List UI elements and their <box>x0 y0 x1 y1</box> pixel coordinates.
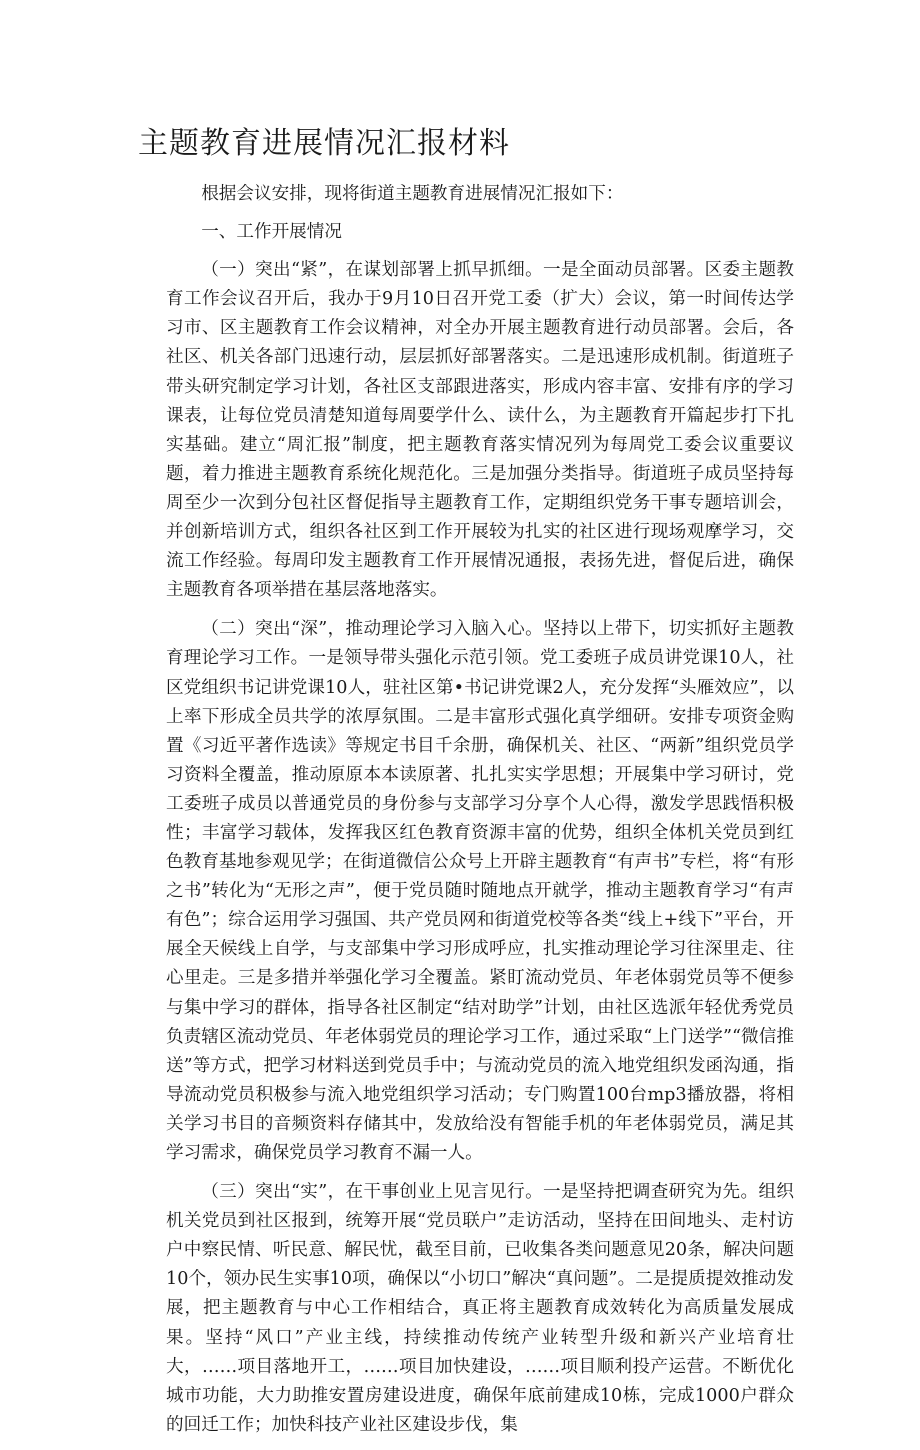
section-1-paragraph: （一）突出“紧”，在谋划部署上抓早抓细。一是全面动员部署。区委主题教育工作会议召开后，我办于9月10日召开党工委（扩大）会议，第一时间传达学习市、区主题教育工作会议精神，对全办开展主题教育进行动员部署。会后，各社区、机关各部门迅速行动，层层抓好部署落实。二是迅速形成机制。街道班子带头研究制定学习计划，各社区支部跟进落实，形成内容丰富、安排有序的学习课表，让每位党员清楚知道每周要学什么、读什么，为主题教育开篇起步打下扎实基础。建立“周汇报”制度，把主题教育落实情况列为每周党工委会议重要议题，着力推进主题教育系统化规范化。三是加强分类指导。街道班子成员坚持每周至少一次到分包社区督促指导主题教育工作，定期组织党务干事专题培训会，并创新培训方式，组织各社区到工作开展较为扎实的社区进行现场观摩学习，交流工作经验。每周印发主题教育工作开展情况通报，表扬先进，督促后进，确保主题教育各项举措在基层落地落实。 <box>166 260 794 601</box>
section-heading: 一、工作开展情况 <box>201 222 342 243</box>
section-2-paragraph: （二）突出“深”，推动理论学习入脑入心。坚持以上带下，切实抓好主题教育理论学习工作。一是领导带头强化示范引领。党工委班子成员讲党课10人，社区党组织书记讲党课10人，驻社区第•书记讲党课2人，充分发挥“头雁效应”，以上率下形成全员共学的浓厚氛围。二是丰富形式强化真学细研。安排专项资金购置《习近平著作选读》等规定书目千余册，确保机关、社区、“两新”组织党员学习资料全覆盖，推动原原本本读原著、扎扎实实学思想；开展集中学习研讨，党工委班子成员以普通党员的身份参与支部学习分享个人心得，激发学思践悟积极性；丰富学习载体，发挥我区红色教育资源丰富的优势，组织全体机关党员到红色教育基地参观见学；在街道微信公众号上开辟主题教育“有声书”专栏，将“有形之书”转化为“无形之声”，便于党员随时随地点开就学，推动主题教育学习“有声有色”；综合运用学习强国、共产党员网和街道党校等各类“线上+线下”平台，开展全天候线上自学，与支部集中学习形成呼应，扎实推动理论学习往深里走、往心里走。三是多措并举强化学习全覆盖。紧盯流动党员、年老体弱党员等不便参与集中学习的群体，指导各社区制定“结对助学”计划，由社区选派年轻优秀党员负责辖区流动党员、年老体弱党员的理论学习工作，通过采取“上门送学”“微信推送”等方式，把学习材料送到党员手中；与流动党员的流入地党组织发函沟通，指导流动党员积极参与流入地党组织学习活动；专门购置100台mp3播放器，将相关学习书目的音频资料存储其中，发放给没有智能手机的年老体弱党员，满足其学习需求，确保党员学习教育不漏一人。 <box>166 619 794 1163</box>
document-body <box>166 180 794 1450</box>
document-title: 主题教育进展情况汇报材料 <box>138 126 510 161</box>
intro-paragraph: 根据会议安排，现将街道主题教育进展情况汇报如下： <box>201 184 624 204</box>
section-3-paragraph: （三）突出“实”，在干事创业上见言见行。一是坚持把调查研究为先。组织机关党员到社区报到，统筹开展“党员联户”走访活动，坚持在田间地头、走村访户中察民情、听民意、解民忧，截至目前，已收集各类问题意见20条，解决问题10个，领办民生实事10项，确保以“小切口”解决“真问题”。二是提质提效推动发展，把主题教育与中心工作相结合，真正将主题教育成效转化为高质量发展成果。坚持“风口”产业主线，持续推动传统产业转型升级和新兴产业培育壮大，……项目落地开工，……项目加快建设，……项目顺利投产运营。不断优化城市功能，大力助推安置房建设进度，确保年底前建成10栋，完成1000户群众的回迁工作；加快科技产业社区建设步伐，集 <box>166 1182 794 1435</box>
